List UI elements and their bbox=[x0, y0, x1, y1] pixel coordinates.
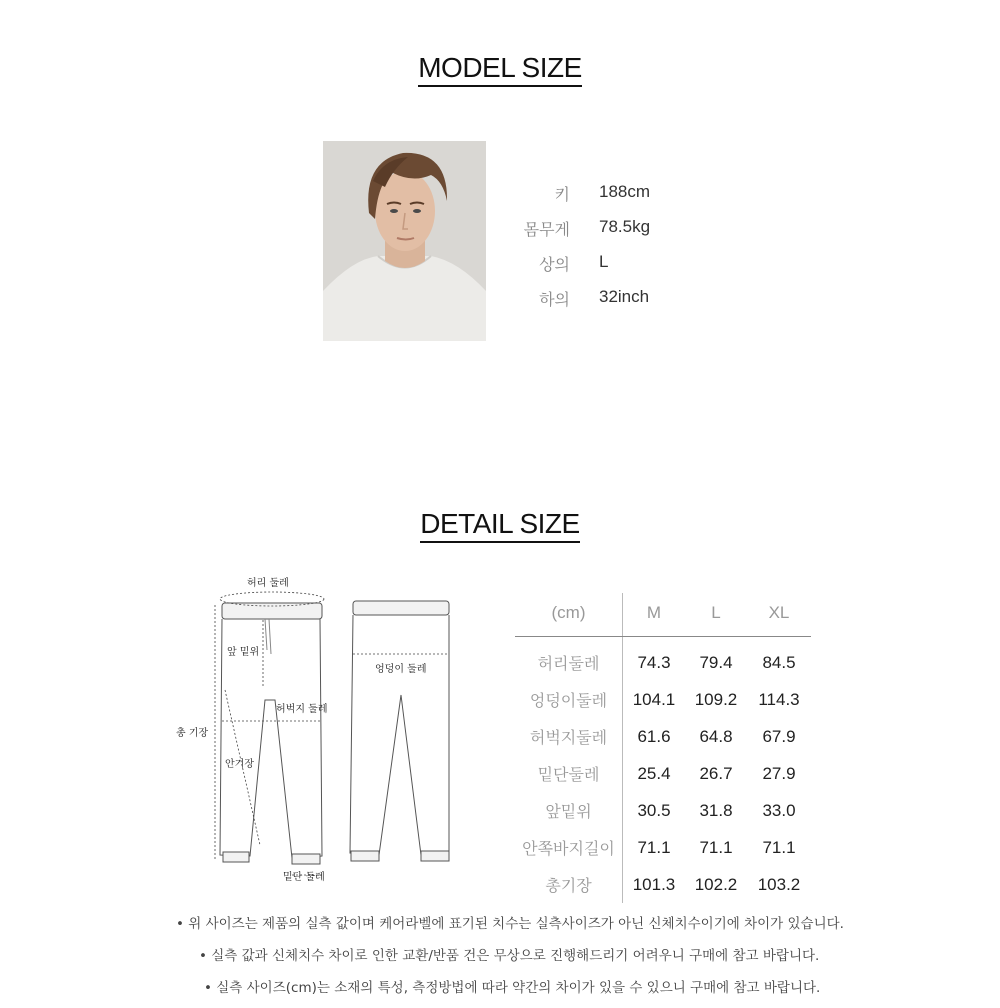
cell: 27.9 bbox=[762, 763, 796, 783]
stat-label: 상의 bbox=[539, 255, 570, 274]
stat-value: 78.5kg bbox=[599, 217, 651, 236]
column-header: L bbox=[685, 593, 747, 637]
cell: 79.4 bbox=[699, 652, 733, 672]
pants-diagram bbox=[165, 570, 465, 890]
cell: 104.1 bbox=[632, 689, 676, 709]
model-size-title: MODEL SIZE bbox=[0, 52, 1000, 84]
cell: 31.8 bbox=[699, 800, 733, 820]
table-row bbox=[515, 681, 811, 718]
detail-size-title: DETAIL SIZE bbox=[0, 508, 1000, 540]
column-header: M bbox=[623, 593, 686, 637]
row-label: 총기장 bbox=[515, 866, 623, 903]
note-text-content: 실측 값과 신체치수 차이로 인한 교환/반품 건은 무상으로 진행해드리기 어려우니 구매에 참고 바랍니다. bbox=[211, 948, 820, 964]
note-item bbox=[0, 944, 1000, 976]
diagram-label-waist: 허리 둘레 bbox=[247, 578, 289, 589]
diagram-label-inseam: 안기장 bbox=[225, 759, 254, 770]
cell: 71.1 bbox=[699, 837, 733, 857]
row-label: 안쪽바지길이 bbox=[515, 829, 623, 866]
stat-value: 32inch bbox=[599, 287, 650, 306]
diagram-label-front-rise: 앞 밑위 bbox=[227, 647, 260, 658]
cell: 101.3 bbox=[632, 874, 676, 894]
model-photo bbox=[323, 141, 486, 341]
size-table bbox=[515, 593, 811, 903]
cell: 71.1 bbox=[637, 837, 671, 857]
table-row bbox=[515, 755, 811, 792]
table-row bbox=[515, 637, 811, 682]
note-text: • 실측 사이즈(cm)는 소재의 특성, 측정방법에 따라 약간의 차이가 있을 수 있으니 구매에 참고 바랍니다. bbox=[204, 980, 821, 996]
row-label: 허리둘레 bbox=[515, 637, 623, 682]
cell: 67.9 bbox=[762, 726, 796, 746]
table-row bbox=[515, 718, 811, 755]
note-item bbox=[0, 976, 1000, 1008]
stat-label: 하의 bbox=[539, 290, 570, 309]
note-text-content: 위 사이즈는 제품의 실측 값이며 케어라벨에 표기된 치수는 실측사이즈가 아닌 신체치수이기에 차이가 있습니다. bbox=[188, 916, 844, 932]
cell: 26.7 bbox=[699, 763, 733, 783]
cell: 102.2 bbox=[694, 874, 738, 894]
stat-value: L bbox=[599, 252, 609, 271]
stat-label: 키 bbox=[554, 185, 570, 204]
note-text: • 위 사이즈는 제품의 실측 값이며 케어라벨에 표기된 치수는 실측사이즈가 아닌 신체치수이기에 차이가 있습니다. bbox=[176, 916, 844, 932]
note-text-content: 실측 사이즈(cm)는 소재의 특성, 측정방법에 따라 약간의 차이가 있을 수 있으니 구매에 참고 바랍니다. bbox=[216, 980, 821, 996]
size-notes bbox=[0, 912, 1000, 1008]
note-item bbox=[0, 912, 1000, 944]
stat-label: 몸무게 bbox=[523, 220, 570, 239]
row-label: 밑단둘레 bbox=[515, 755, 623, 792]
diagram-label-hip: 엉덩이 둘레 bbox=[375, 664, 427, 675]
cell: 109.2 bbox=[694, 689, 738, 709]
table-row bbox=[515, 866, 811, 903]
pants-sketch bbox=[165, 570, 465, 890]
note-text: • 실측 값과 신체치수 차이로 인한 교환/반품 건은 무상으로 진행해드리기 어려우니 구매에 참고 바랍니다. bbox=[199, 948, 820, 964]
table-row bbox=[515, 829, 811, 866]
table-row bbox=[515, 792, 811, 829]
cell: 103.2 bbox=[757, 874, 801, 894]
row-label: 엉덩이둘레 bbox=[515, 681, 623, 718]
row-label: 허벅지둘레 bbox=[515, 718, 623, 755]
size-table-header bbox=[515, 593, 811, 637]
diagram-label-thigh: 허벅지 둘레 bbox=[276, 704, 328, 715]
row-label: 앞밑위 bbox=[515, 792, 623, 829]
cell: 30.5 bbox=[637, 800, 671, 820]
cell: 64.8 bbox=[699, 726, 733, 746]
diagram-label-total-length: 총 기장 bbox=[176, 728, 209, 739]
cell: 114.3 bbox=[758, 689, 800, 709]
cell: 74.3 bbox=[637, 652, 671, 672]
cell: 25.4 bbox=[637, 763, 671, 783]
cell: 61.6 bbox=[637, 726, 671, 746]
cell: 71.1 bbox=[762, 837, 796, 857]
diagram-label-hem: 밑단 둘레 bbox=[283, 872, 325, 883]
stat-value: 188cm bbox=[599, 182, 651, 201]
cell: 33.0 bbox=[762, 800, 796, 820]
column-header: XL bbox=[747, 593, 811, 637]
cell: 84.5 bbox=[762, 652, 796, 672]
unit-label: (cm) bbox=[515, 593, 623, 637]
